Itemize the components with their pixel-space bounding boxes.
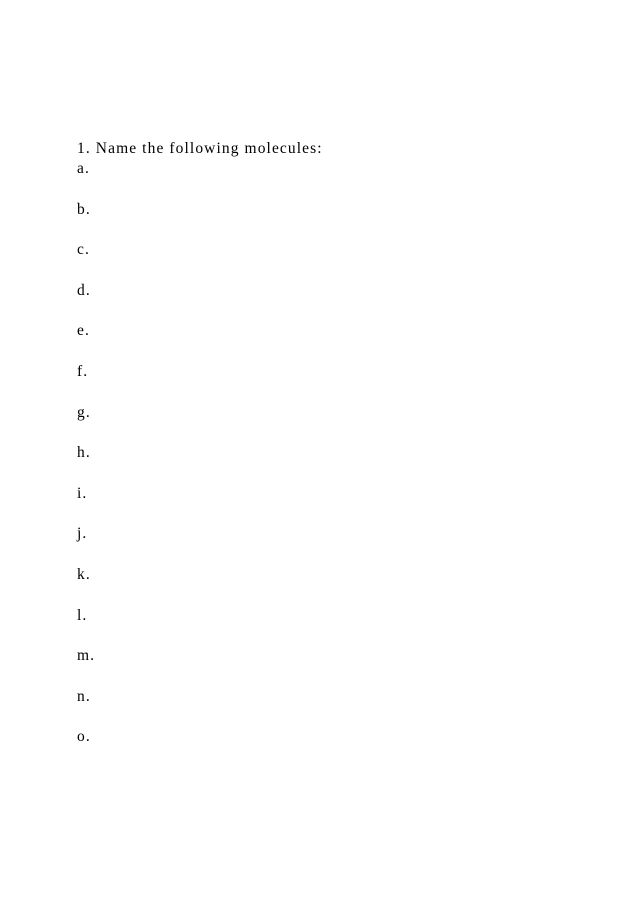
question-heading: 1. Name the following molecules: (77, 140, 323, 157)
answer-item-f: f. (77, 362, 89, 380)
answer-item-d: d. (77, 281, 91, 299)
answer-item-h: h. (77, 444, 91, 462)
answer-item-b: b. (77, 200, 91, 218)
answer-item-o: o. (77, 728, 91, 746)
answer-item-l: l. (77, 606, 88, 624)
answer-item-m: m. (77, 647, 96, 665)
answer-item-k: k. (77, 565, 91, 583)
answer-item-e: e. (77, 322, 90, 340)
answer-item-c: c. (77, 241, 90, 259)
answer-item-n: n. (77, 687, 91, 705)
answer-list (77, 159, 95, 768)
answer-item-a: a. (77, 160, 90, 177)
answer-item-g: g. (77, 403, 91, 421)
answer-item-j: j. (77, 525, 88, 543)
answer-item-i: i. (77, 484, 88, 502)
